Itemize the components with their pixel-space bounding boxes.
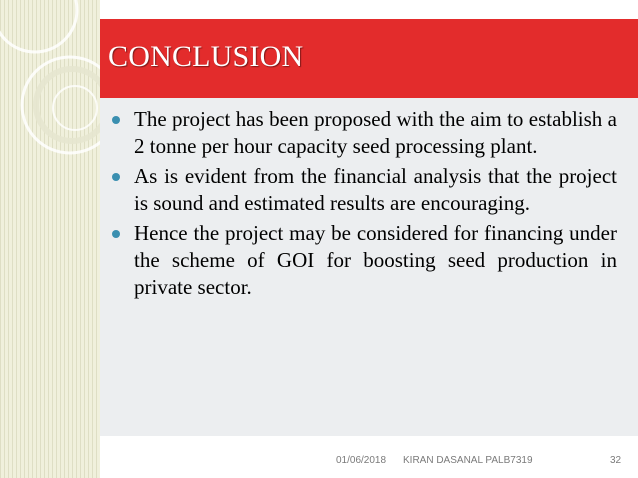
bullet-item (112, 220, 617, 301)
bullet-list (112, 106, 617, 304)
bullet-item (112, 106, 617, 160)
decorative-circles (0, 0, 100, 478)
footer-author: KIRAN DASANAL PALB7319 (403, 455, 533, 466)
content-panel (100, 98, 638, 436)
slide-footer (0, 455, 638, 471)
bullet-dot-icon (112, 173, 120, 181)
bullet-dot-icon (112, 230, 120, 238)
bullet-item (112, 163, 617, 217)
decorative-left-strip (0, 0, 100, 478)
footer-date: 01/06/2018 (336, 455, 387, 466)
bullet-dot-icon (112, 116, 120, 124)
bullet-text: As is evident from the financial analysis that the project is sound and estimated results are encouraging. (134, 164, 617, 215)
bullet-text: Hence the project may be considered for financing under the scheme of GOI for boosting seed production in private sector. (134, 221, 617, 299)
slide-title: CONCLUSION (108, 40, 304, 73)
title-bar (100, 19, 638, 98)
page-number: 32 (610, 455, 622, 466)
bullet-text: The project has been proposed with the aim to establish a 2 tonne per hour capacity seed processing plant. (134, 107, 617, 158)
